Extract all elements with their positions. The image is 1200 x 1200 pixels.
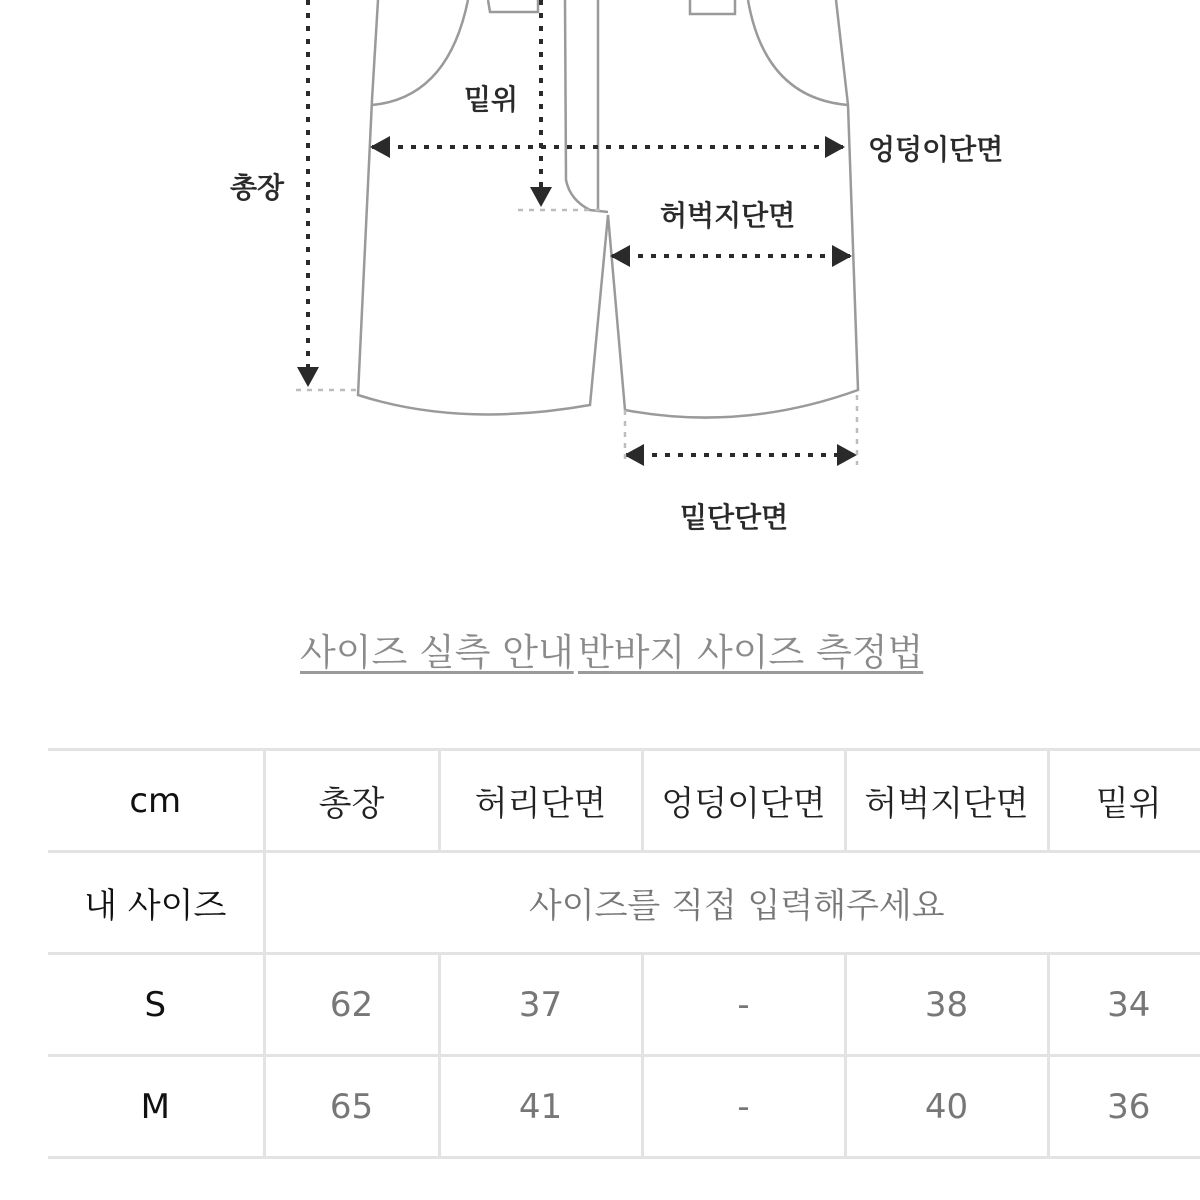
measurement-diagram	[0, 0, 1200, 560]
table-row	[48, 1056, 1200, 1158]
header-cell: 총장	[264, 750, 439, 852]
my-size-label: 내 사이즈	[48, 852, 264, 954]
value-cell: 36	[1048, 1056, 1200, 1158]
value-cell: -	[642, 954, 845, 1056]
header-cell: 허벅지단면	[845, 750, 1048, 852]
table-header-row	[48, 750, 1200, 852]
value-cell: 65	[264, 1056, 439, 1158]
my-size-input[interactable]: 사이즈를 직접 입력해주세요	[264, 852, 1200, 954]
header-cell: 밑위	[1048, 750, 1200, 852]
value-cell: 38	[845, 954, 1048, 1056]
value-cell: 37	[439, 954, 642, 1056]
shorts-diagram	[0, 0, 1200, 560]
value-cell: 34	[1048, 954, 1200, 1056]
value-cell: 41	[439, 1056, 642, 1158]
size-guide-link[interactable]: 사이즈 실측 안내	[300, 631, 574, 674]
my-size-row	[48, 852, 1200, 954]
value-cell: 40	[845, 1056, 1048, 1158]
header-cell-unit: cm	[48, 750, 264, 852]
size-cell: S	[48, 954, 264, 1056]
guide-lines	[296, 210, 857, 465]
thigh-label: 허벅지단면	[660, 199, 796, 232]
measure-method-link[interactable]: 반바지 사이즈 측정법	[578, 631, 924, 674]
table-row	[48, 954, 1200, 1056]
size-table	[48, 748, 1200, 1159]
header-cell: 허리단면	[439, 750, 642, 852]
header-cell: 엉덩이단면	[642, 750, 845, 852]
value-cell: -	[642, 1056, 845, 1158]
rise-label: 밑위	[464, 83, 519, 116]
size-links	[0, 622, 1200, 672]
hem-label: 밑단단면	[680, 501, 789, 534]
total-length-label: 총장	[230, 171, 285, 204]
hip-label: 엉덩이단면	[868, 133, 1004, 166]
size-cell: M	[48, 1056, 264, 1158]
value-cell: 62	[264, 954, 439, 1056]
